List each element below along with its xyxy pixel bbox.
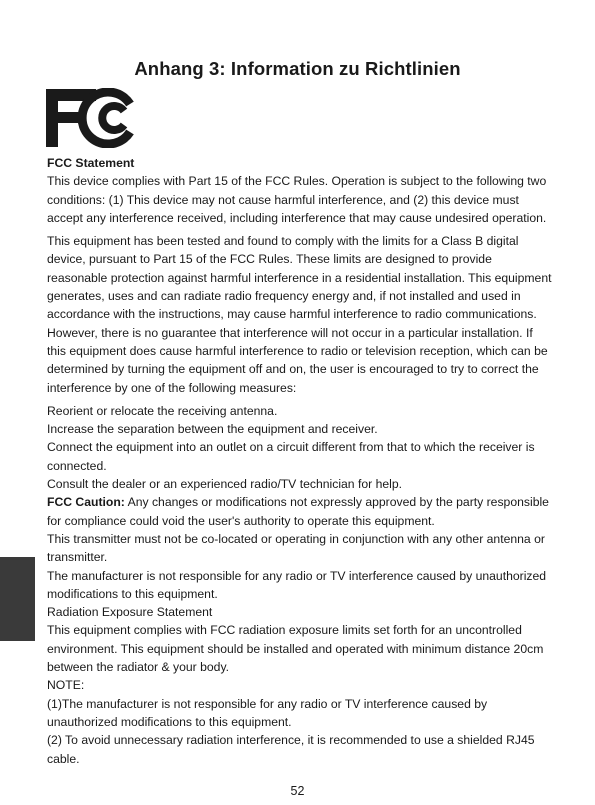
note-label: NOTE: [47, 678, 85, 693]
side-tab-marker [0, 557, 35, 641]
list-item: Consult the dealer or an experienced radio/TV technician for help. [47, 477, 403, 492]
note-item: (1)The manufacturer is not responsible for any radio or TV interference caused by unauthorized modifications to this equipment. [47, 696, 488, 729]
caution-label: FCC Caution: [47, 495, 125, 510]
paragraph-manufacturer: The manufacturer is not responsible for any radio or TV interference caused by unauthorized modifications to this equipment. [47, 568, 547, 601]
paragraph-caution [47, 493, 555, 530]
page-title: Anhang 3: Information zu Richtlinien [134, 58, 461, 79]
list-item: Reorient or relocate the receiving antenna. [47, 403, 278, 418]
fcc-statement-section [47, 154, 555, 768]
section-heading: FCC Statement [47, 156, 135, 170]
paragraph-compliance: This device complies with Part 15 of the FCC Rules. Operation is subject to the following two conditions: (1) This device may not cause harmful interference, and (2) this device must accept any interference received, including interference that may cause undesired operation. [47, 174, 547, 225]
list-item: Increase the separation between the equipment and receiver. [47, 422, 378, 437]
radiation-heading: Radiation Exposure Statement [47, 605, 213, 620]
fcc-logo-icon [46, 88, 138, 148]
paragraph-class-b: This equipment has been tested and found to comply with the limits for a Class B digital device, pursuant to Part 15 of the FCC Rules. These limits are designed to provide reasonable protection against harmful interference in a residential installation. This equipment generates, uses and can radiate radio frequency energy and, if not installed and used in accordance with the instructions, may cause harmful interference to radio communications. However, there is no guarantee that interference will not occur in a particular installation. If this equipment does cause harmful interference to radio or television reception, which can be determined by turning the equipment off and on, the user is encouraged to try to correct the interference by one of the following measures: [47, 234, 552, 395]
caution-text: Any changes or modifications not expressly approved by the party responsible for compliance could void the user's authority to operate this equipment. [47, 495, 549, 528]
paragraph-colocation: This transmitter must not be co-located or operating in conjunction with any other antenna or transmitter. [47, 531, 545, 565]
page-number: 52 [290, 784, 305, 798]
paragraph-radiation: This equipment complies with FCC radiation exposure limits set forth for an uncontrolled environment. This equipment should be installed and operated with minimum distance 20cm between the radiator & your body. [47, 623, 544, 675]
list-item: Connect the equipment into an outlet on a circuit different from that to which the receiver is connected. [47, 440, 535, 473]
note-item: (2) To avoid unnecessary radiation interference, it is recommended to use a shielded RJ45 cable. [47, 733, 535, 766]
